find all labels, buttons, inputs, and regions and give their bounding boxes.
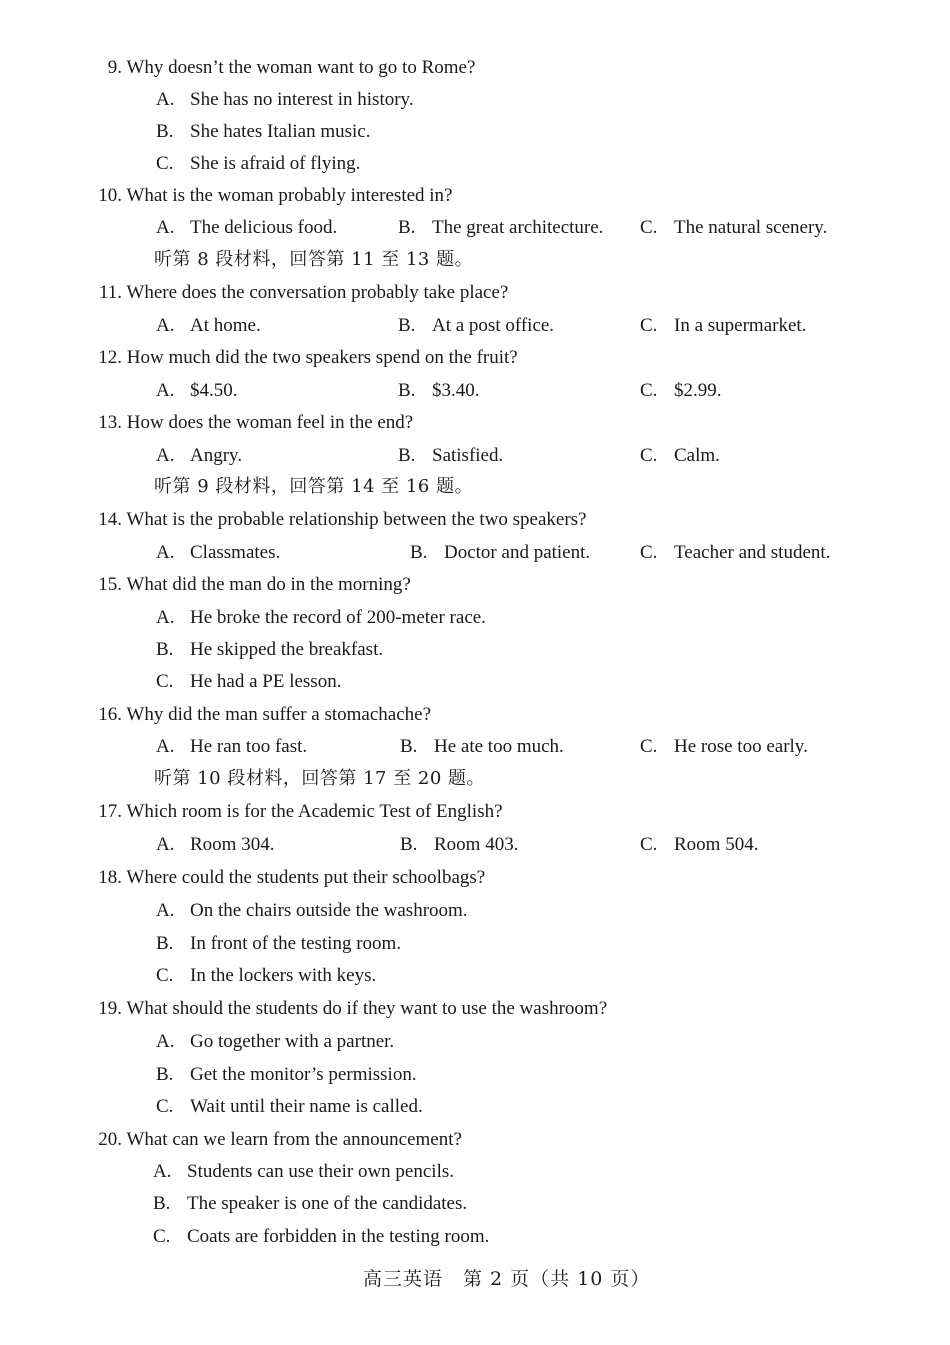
option-letter: C. (640, 736, 658, 757)
option-letter: B. (398, 445, 416, 466)
option-letter: C. (640, 315, 658, 336)
option-letter: C. (640, 380, 658, 401)
option-text: Classmates. (190, 542, 281, 563)
question-20 (80, 1128, 462, 1152)
option-13b (398, 444, 503, 468)
question-text: What is the probable relationship between the two speakers? (126, 509, 587, 530)
option-text: Doctor and patient. (444, 542, 591, 563)
option-17b (400, 833, 518, 857)
option-text: In front of the testing room. (190, 933, 402, 954)
question-text: How much did the two speakers spend on the fruit? (126, 347, 518, 368)
option-text: Room 403. (434, 834, 519, 855)
option-12a (156, 379, 238, 403)
option-letter: C. (156, 1096, 174, 1117)
option-letter: B. (398, 315, 416, 336)
option-16b (400, 735, 564, 759)
option-17c (640, 833, 758, 857)
section-instruction-9: 听第 9 段材料，回答第 14 至 16 题。 (154, 476, 474, 497)
question-16 (80, 703, 431, 727)
option-18a (156, 899, 468, 923)
option-letter: A. (156, 1031, 175, 1052)
option-letter: A. (156, 217, 175, 238)
question-text: Where could the students put their schoolbags? (126, 867, 486, 888)
option-letter: A. (156, 380, 175, 401)
option-letter: A. (156, 607, 175, 628)
option-letter: C. (156, 153, 174, 174)
question-text: What should the students do if they want to use the washroom? (126, 998, 608, 1019)
option-10c (640, 216, 827, 240)
option-letter: B. (398, 217, 416, 238)
option-text: At home. (190, 315, 261, 336)
option-text: Coats are forbidden in the testing room. (187, 1226, 490, 1247)
option-13c (640, 444, 720, 468)
option-text: Wait until their name is called. (190, 1096, 423, 1117)
option-10a (156, 216, 337, 240)
option-letter: C. (640, 542, 658, 563)
question-text: What can we learn from the announcement? (126, 1129, 462, 1150)
option-11c (640, 314, 806, 338)
option-letter: B. (400, 834, 418, 855)
section-instruction-10: 听第 10 段材料，回答第 17 至 20 题。 (154, 768, 486, 789)
option-text: On the chairs outside the washroom. (190, 900, 468, 921)
option-text: Students can use their own pencils. (187, 1161, 455, 1182)
option-letter: A. (156, 445, 175, 466)
option-text: He ate too much. (434, 736, 564, 757)
option-letter: B. (398, 380, 416, 401)
option-14a (156, 541, 280, 565)
option-text: In a supermarket. (674, 315, 807, 336)
question-number: 11. (98, 282, 122, 303)
option-text: He rose too early. (674, 736, 808, 757)
section-instruction-8: 听第 8 段材料，回答第 11 至 13 题。 (154, 249, 474, 270)
option-14b (410, 541, 590, 565)
option-12c (640, 379, 722, 403)
option-letter: A. (156, 736, 175, 757)
option-17a (156, 833, 274, 857)
question-text: Why doesn’t the woman want to go to Rome? (126, 57, 476, 78)
option-9b (156, 120, 370, 144)
option-text: In the lockers with keys. (190, 965, 377, 986)
option-text: The great architecture. (432, 217, 604, 238)
question-number: 19. (98, 998, 122, 1019)
question-number: 10. (98, 185, 122, 206)
question-number: 12. (98, 347, 122, 368)
question-number: 14. (98, 509, 122, 530)
option-letter: A. (156, 834, 175, 855)
page-footer: 高三英语 第 2 页（共 10 页） (363, 1268, 651, 1290)
option-20a (153, 1160, 454, 1184)
question-number: 20. (98, 1129, 122, 1150)
question-number: 13. (98, 412, 122, 433)
option-18c (156, 964, 376, 988)
option-9c (156, 152, 360, 176)
option-letter: B. (400, 736, 418, 757)
option-14c (640, 541, 830, 565)
option-19c (156, 1095, 423, 1119)
option-letter: C. (156, 671, 174, 692)
option-letter: A. (156, 315, 175, 336)
option-letter: C. (640, 217, 658, 238)
question-17 (80, 800, 503, 824)
question-14 (80, 508, 587, 532)
option-text: She is afraid of flying. (190, 153, 361, 174)
option-19b (156, 1063, 417, 1087)
question-text: What did the man do in the morning? (126, 574, 411, 595)
option-letter: A. (156, 542, 175, 563)
option-letter: B. (410, 542, 428, 563)
option-13a (156, 444, 242, 468)
option-letter: B. (156, 1064, 174, 1085)
question-12 (80, 346, 518, 370)
option-text: He had a PE lesson. (190, 671, 342, 692)
option-letter: A. (156, 900, 175, 921)
option-letter: A. (156, 89, 175, 110)
question-text: How does the woman feel in the end? (126, 412, 414, 433)
option-text: He broke the record of 200-meter race. (190, 607, 486, 628)
option-20c (153, 1225, 489, 1249)
question-15 (80, 573, 411, 597)
option-11a (156, 314, 261, 338)
option-text: Go together with a partner. (190, 1031, 395, 1052)
option-letter: A. (153, 1161, 172, 1182)
option-text: $2.99. (674, 380, 722, 401)
question-text: Where does the conversation probably take place? (126, 282, 509, 303)
option-text: Room 504. (674, 834, 759, 855)
option-12b (398, 379, 480, 403)
option-letter: B. (156, 121, 174, 142)
question-13 (80, 411, 413, 435)
question-18 (80, 866, 485, 890)
option-9a (156, 88, 414, 112)
option-letter: C. (640, 834, 658, 855)
question-number: 9. (107, 57, 122, 78)
option-text: $3.40. (432, 380, 480, 401)
option-text: He skipped the breakfast. (190, 639, 384, 660)
question-11 (80, 281, 508, 305)
option-18b (156, 932, 401, 956)
option-text: Room 304. (190, 834, 275, 855)
question-text: What is the woman probably interested in? (126, 185, 453, 206)
option-text: Teacher and student. (674, 542, 831, 563)
question-9 (80, 56, 475, 80)
option-text: Satisfied. (432, 445, 504, 466)
option-text: The delicious food. (190, 217, 338, 238)
option-text: Calm. (674, 445, 720, 466)
question-text: Why did the man suffer a stomachache? (126, 704, 432, 725)
option-letter: C. (153, 1226, 171, 1247)
option-text: Angry. (190, 445, 243, 466)
option-11b (398, 314, 554, 338)
question-10 (80, 184, 453, 208)
option-letter: C. (640, 445, 658, 466)
option-letter: B. (156, 933, 174, 954)
option-letter: B. (153, 1193, 171, 1214)
option-15c (156, 670, 341, 694)
option-text: The speaker is one of the candidates. (187, 1193, 468, 1214)
option-10b (398, 216, 603, 240)
option-letter: C. (156, 965, 174, 986)
question-number: 17. (98, 801, 122, 822)
question-number: 16. (98, 704, 122, 725)
option-15b (156, 638, 383, 662)
option-15a (156, 606, 486, 630)
option-text: He ran too fast. (190, 736, 308, 757)
option-text: $4.50. (190, 380, 238, 401)
option-19a (156, 1030, 394, 1054)
option-16c (640, 735, 808, 759)
option-16a (156, 735, 307, 759)
option-letter: B. (156, 639, 174, 660)
option-20b (153, 1192, 467, 1216)
question-text: Which room is for the Academic Test of English? (126, 801, 503, 822)
question-number: 15. (98, 574, 122, 595)
option-text: Get the monitor’s permission. (190, 1064, 417, 1085)
option-text: She hates Italian music. (190, 121, 371, 142)
option-text: At a post office. (432, 315, 555, 336)
option-text: The natural scenery. (674, 217, 828, 238)
option-text: She has no interest in history. (190, 89, 414, 110)
question-19 (80, 997, 607, 1021)
question-number: 18. (98, 867, 122, 888)
